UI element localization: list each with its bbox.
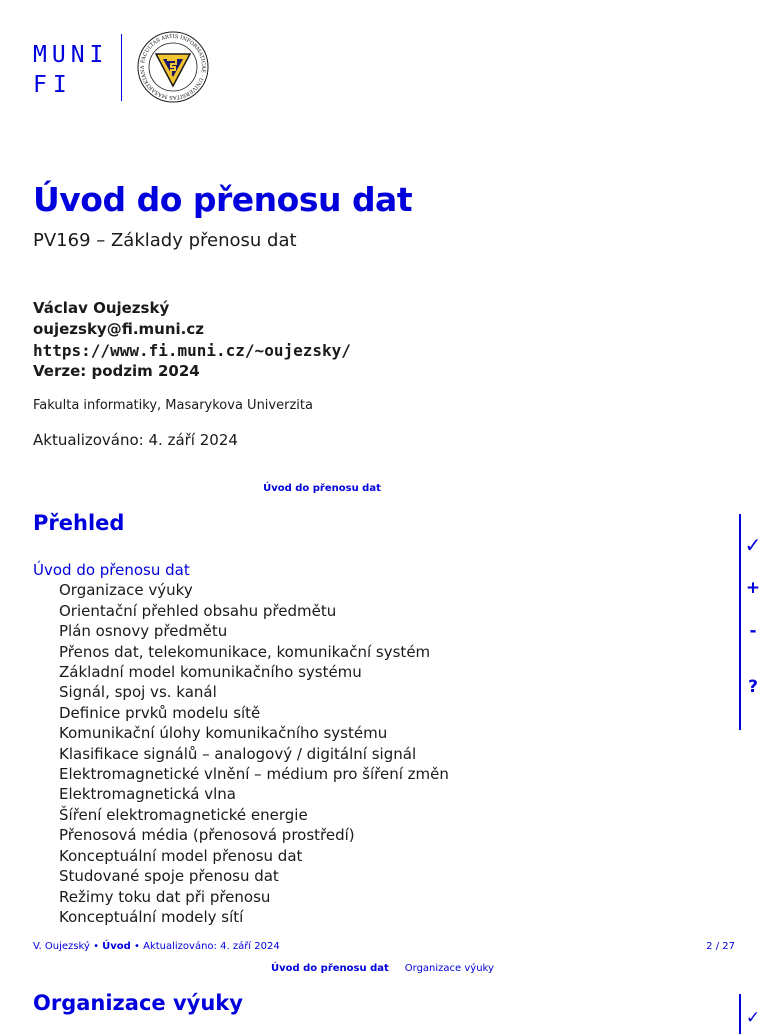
author-name: Václav Oujezský (33, 299, 170, 317)
author-email[interactable]: oujezsky@fi.muni.cz (33, 320, 204, 338)
question-icon[interactable]: ? (748, 677, 758, 697)
outline-item[interactable]: Klasifikace signálů – analogový / digitální signál (59, 744, 417, 763)
faculty-seal-icon (136, 30, 210, 104)
outline-item[interactable]: Komunikační úlohy komunikačního systému (59, 724, 388, 743)
minus-icon[interactable]: - (749, 621, 757, 641)
course-subtitle: PV169 – Základy přenosu dat (33, 230, 297, 251)
outline-item[interactable]: Šíření elektromagnetické energie (59, 805, 308, 824)
slide-heading-overview: Přehled (33, 511, 125, 535)
page-number: 2 / 27 (706, 941, 735, 952)
outline-item[interactable]: Přenosová média (přenosová prostředí) (59, 826, 355, 845)
outline-item[interactable]: Elektromagnetická vlna (59, 785, 236, 804)
outline-item[interactable]: Konceptuální model přenosu dat (59, 846, 303, 865)
outline-item[interactable]: Orientační přehled obsahu předmětu (59, 601, 337, 620)
presentation-title: Úvod do přenosu dat (33, 180, 413, 219)
slide-nav-breadcrumb (271, 963, 494, 974)
nav-subsection[interactable]: Organizace výuky (404, 963, 494, 974)
version-label: Verze: podzim 2024 (33, 362, 200, 380)
outline-item[interactable]: Plán osnovy předmětu (59, 622, 228, 641)
plus-icon[interactable]: + (745, 578, 761, 598)
muni-fi-logo (33, 40, 108, 100)
slide-footer (33, 941, 280, 952)
slide-heading-organization: Organizace výuky (33, 991, 243, 1015)
outline-section[interactable]: Úvod do přenosu dat (33, 561, 190, 579)
footer-separator: • (93, 941, 99, 952)
outline-item[interactable]: Studované spoje přenosu dat (59, 867, 279, 886)
faculty-name: Fakulta informatiky, Masarykova Univerzita (33, 398, 313, 413)
svg-text:FACULTAS ARTIS INFORMATICAE ·: FACULTAS ARTIS INFORMATICAE · UNIVERSITAS MASARYKIANA (139, 33, 207, 101)
outline-item[interactable]: Definice prvků modelu sítě (59, 703, 261, 722)
outline-item[interactable]: Konceptuální modely sítí (59, 907, 244, 926)
check-icon[interactable]: ✓ (744, 533, 762, 557)
logo-line-muni: MUNI (33, 42, 109, 68)
footer-section: Úvod (102, 941, 131, 952)
outline-item[interactable]: Signál, spoj vs. kanál (59, 683, 217, 702)
author-url[interactable]: https://www.fi.muni.cz/~oujezsky/ (33, 341, 351, 360)
nav-section[interactable]: Úvod do přenosu dat (271, 963, 389, 974)
footer-separator: • (134, 941, 140, 952)
outline-item[interactable]: Elektromagnetické vlnění – médium pro šíření změn (59, 765, 449, 784)
author-block (33, 298, 351, 382)
updated-date: Aktualizováno: 4. září 2024 (33, 431, 238, 449)
outline-item[interactable]: Režimy toku dat při přenosu (59, 887, 271, 906)
footer-author: V. Oujezský (33, 941, 90, 952)
check-icon[interactable]: ✓ (745, 1008, 761, 1028)
logo-line-fi: FI (33, 72, 73, 98)
outline-item[interactable]: Přenos dat, telekomunikace, komunikační systém (59, 642, 431, 661)
slide-nav-section[interactable]: Úvod do přenosu dat (263, 483, 381, 494)
outline-list (33, 560, 449, 927)
outline-item[interactable]: Základní model komunikačního systému (59, 663, 362, 682)
footer-updated: Aktualizováno: 4. září 2024 (143, 941, 280, 952)
outline-item[interactable]: Organizace výuky (59, 581, 193, 600)
logo-divider (121, 34, 122, 101)
